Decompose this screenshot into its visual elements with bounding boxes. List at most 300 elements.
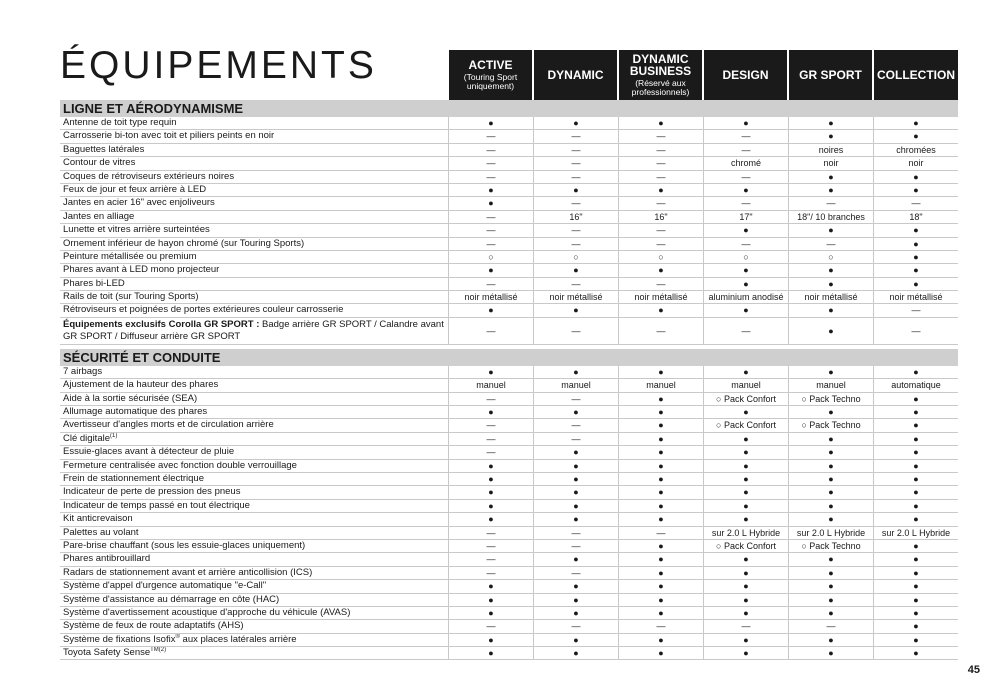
table-row xyxy=(60,157,958,170)
cell-dynamic: ● xyxy=(534,580,619,592)
cell-dynamic-business: ● xyxy=(619,264,704,276)
row-label-text: Jantes en acier 16" avec enjoliveurs xyxy=(63,197,215,209)
cell-design: ● xyxy=(704,553,789,565)
cell-design: chromé xyxy=(704,157,789,169)
cell-design: ● xyxy=(704,486,789,498)
cell-dynamic-business: ● xyxy=(619,486,704,498)
cell-gr-sport: ● xyxy=(789,513,874,525)
cell-dynamic: — xyxy=(534,393,619,405)
column-name: DYNAMIC BUSINESS xyxy=(629,52,692,78)
table-row xyxy=(60,318,958,345)
row-label-text: Frein de stationnement électrique xyxy=(63,472,204,484)
row-label-text: Badge arrière GR SPORT / Calandre avant GR SPORT / Diffuseur arrière GR SPORT xyxy=(63,318,444,342)
cell-collection: noir métallisé xyxy=(889,292,943,303)
cell-design: ● xyxy=(704,647,789,659)
cell-dynamic: — xyxy=(534,527,619,539)
cell-collection: automatique xyxy=(891,380,941,391)
cell-collection: ● xyxy=(913,607,919,618)
cell-dynamic-business: ● xyxy=(619,647,704,659)
cell-collection: ● xyxy=(913,420,919,431)
cell-active: ● xyxy=(449,117,534,129)
table-row xyxy=(60,291,958,304)
row-label-text: Aide à la sortie sécurisée (SEA) xyxy=(63,392,198,404)
table-row xyxy=(60,379,958,392)
cell-collection: — xyxy=(911,325,921,336)
table-row xyxy=(60,567,958,580)
cell-dynamic-business: — xyxy=(619,157,704,169)
table-row xyxy=(60,406,958,419)
row-label xyxy=(60,184,449,196)
cell-dynamic: ● xyxy=(534,513,619,525)
cell-gr-sport: ○ Pack Techno xyxy=(789,393,874,405)
cell-gr-sport: sur 2.0 L Hybride xyxy=(789,527,874,539)
table-row xyxy=(60,393,958,406)
cell-active: ● xyxy=(449,513,534,525)
row-label-text: Palettes au volant xyxy=(63,526,139,538)
cell-gr-sport: noir xyxy=(789,157,874,169)
cell-dynamic: 16" xyxy=(534,211,619,223)
row-label xyxy=(60,304,449,316)
column-header-active xyxy=(449,50,532,100)
cell-gr-sport: ● xyxy=(789,446,874,458)
cell-collection: ● xyxy=(913,514,919,525)
cell-dynamic-business: ● xyxy=(619,184,704,196)
cell-gr-sport: ● xyxy=(789,366,874,378)
cell-active: — xyxy=(449,224,534,236)
cell-design: ○ Pack Confort xyxy=(704,393,789,405)
cell-gr-sport: noir métallisé xyxy=(789,291,874,303)
cell-dynamic-business: ● xyxy=(619,553,704,565)
cell-collection: ● xyxy=(913,251,919,262)
cell-design: ● xyxy=(704,567,789,579)
row-label xyxy=(60,567,449,579)
cell-dynamic: ● xyxy=(534,473,619,485)
cell-active: — xyxy=(449,567,534,579)
cell-gr-sport: ● xyxy=(789,278,874,290)
cell-active: — xyxy=(449,540,534,552)
row-label xyxy=(60,157,449,169)
cell-active: ● xyxy=(449,264,534,276)
row-label-text: 7 airbags xyxy=(63,365,103,377)
cell-active: — xyxy=(449,527,534,539)
cell-dynamic: ● xyxy=(534,553,619,565)
cell-design: ● xyxy=(704,634,789,646)
cell-collection: ● xyxy=(913,171,919,182)
cell-dynamic: ○ xyxy=(534,251,619,263)
cell-dynamic: ● xyxy=(534,486,619,498)
row-label-text: Phares antibrouillard xyxy=(63,553,151,565)
row-label-text: Système d'appel d'urgence automatique "e-Call" xyxy=(63,580,267,592)
row-label-text: Jantes en alliage xyxy=(63,210,135,222)
row-label xyxy=(60,406,449,418)
cell-gr-sport: ● xyxy=(789,433,874,445)
table-row xyxy=(60,433,958,446)
cell-dynamic-business: ● xyxy=(619,366,704,378)
cell-dynamic: ● xyxy=(534,594,619,606)
cell-design: 17" xyxy=(704,211,789,223)
cell-dynamic: — xyxy=(534,318,619,344)
row-label-text: Indicateur de perte de pression des pneus xyxy=(63,486,241,498)
row-label xyxy=(60,446,449,458)
cell-active: manuel xyxy=(449,379,534,391)
cell-dynamic-business: noir métallisé xyxy=(619,291,704,303)
cell-dynamic-business: ● xyxy=(619,567,704,579)
cell-active: ● xyxy=(449,460,534,472)
cell-dynamic-business: — xyxy=(619,144,704,156)
cell-collection: ● xyxy=(913,581,919,592)
row-label xyxy=(60,197,449,209)
cell-collection: noir xyxy=(908,158,924,169)
equipment-tables xyxy=(60,100,958,660)
column-name: DYNAMIC xyxy=(547,68,604,82)
cell-collection: ● xyxy=(913,460,919,471)
cell-dynamic-business: 16" xyxy=(619,211,704,223)
row-label-text: Fermeture centralisée avec fonction double verrouillage xyxy=(63,459,297,471)
cell-collection: ● xyxy=(913,278,919,289)
row-label-text: Phares avant à LED mono projecteur xyxy=(63,264,220,276)
row-label-text: Allumage automatique des phares xyxy=(63,406,208,418)
table-row xyxy=(60,460,958,473)
cell-collection: ● xyxy=(913,225,919,236)
cell-design: ● xyxy=(704,433,789,445)
table-row xyxy=(60,553,958,566)
cell-design: ● xyxy=(704,224,789,236)
footnote-mark: ® xyxy=(175,633,180,640)
row-label-text: Clé digitale xyxy=(63,432,110,444)
cell-dynamic-business: ● xyxy=(619,500,704,512)
row-label xyxy=(60,580,449,592)
cell-dynamic: ● xyxy=(534,607,619,619)
cell-gr-sport: ● xyxy=(789,567,874,579)
footnote-mark: TM(2) xyxy=(150,647,167,653)
cell-design: ● xyxy=(704,580,789,592)
row-label-text: Coques de rétroviseurs extérieurs noires xyxy=(63,170,235,182)
section-header: LIGNE ET AÉRODYNAMISME xyxy=(60,100,958,117)
cell-gr-sport: ○ Pack Techno xyxy=(789,419,874,431)
cell-active: — xyxy=(449,238,534,250)
row-label xyxy=(60,647,449,659)
cell-design: manuel xyxy=(704,379,789,391)
column-subtitle: (Touring Sport uniquement) xyxy=(463,72,518,91)
table-row xyxy=(60,513,958,526)
cell-collection: ● xyxy=(913,393,919,404)
row-label xyxy=(60,594,449,606)
cell-dynamic-business: — xyxy=(619,527,704,539)
row-label xyxy=(60,144,449,156)
cell-active: ● xyxy=(449,366,534,378)
cell-gr-sport: ● xyxy=(789,318,874,344)
cell-active: — xyxy=(449,144,534,156)
row-label xyxy=(60,393,449,405)
cell-dynamic: ● xyxy=(534,264,619,276)
row-label xyxy=(60,291,449,303)
cell-collection: — xyxy=(911,305,921,316)
table-row xyxy=(60,607,958,620)
row-label-text: Système de fixations Isofix xyxy=(63,633,176,645)
page-title: ÉQUIPEMENTS xyxy=(60,44,377,87)
row-label xyxy=(60,130,449,142)
cell-dynamic: ● xyxy=(534,304,619,316)
cell-dynamic: — xyxy=(534,278,619,290)
cell-gr-sport: 18"/ 10 branches xyxy=(789,211,874,223)
table-row xyxy=(60,540,958,553)
row-label-text: Phares bi-LED xyxy=(63,277,125,289)
table-row xyxy=(60,197,958,210)
table-row xyxy=(60,278,958,291)
row-label-text: Carrosserie bi-ton avec toit et piliers peints en noir xyxy=(63,130,275,142)
cell-active: — xyxy=(449,620,534,632)
row-label xyxy=(60,433,449,445)
cell-collection: sur 2.0 L Hybride xyxy=(881,527,951,538)
cell-gr-sport: ● xyxy=(789,473,874,485)
table-row xyxy=(60,144,958,157)
cell-dynamic-business: ● xyxy=(619,513,704,525)
cell-dynamic-business: ● xyxy=(619,406,704,418)
cell-active: — xyxy=(449,393,534,405)
column-name: ACTIVE xyxy=(468,58,513,72)
column-header-dynamic xyxy=(534,50,617,100)
table-row xyxy=(60,446,958,459)
cell-gr-sport: ● xyxy=(789,224,874,236)
row-label-text: Pare-brise chauffant (sous les essuie-glaces uniquement) xyxy=(63,539,306,551)
cell-design: aluminium anodisé xyxy=(704,291,789,303)
row-label xyxy=(60,620,449,632)
cell-active: ● xyxy=(449,500,534,512)
cell-gr-sport: — xyxy=(789,197,874,209)
cell-active: ● xyxy=(449,473,534,485)
table-row xyxy=(60,224,958,237)
cell-collection: ● xyxy=(913,238,919,249)
cell-design: ● xyxy=(704,304,789,316)
row-label-text: Feux de jour et feux arrière à LED xyxy=(63,183,207,195)
cell-dynamic-business: — xyxy=(619,130,704,142)
cell-collection: ● xyxy=(913,500,919,511)
cell-gr-sport: ● xyxy=(789,580,874,592)
cell-active: — xyxy=(449,318,534,344)
section-header: SÉCURITÉ ET CONDUITE xyxy=(60,349,958,366)
cell-collection: ● xyxy=(913,433,919,444)
cell-dynamic-business: — xyxy=(619,197,704,209)
cell-gr-sport: ○ Pack Techno xyxy=(789,540,874,552)
row-label-text: Contour de vitres xyxy=(63,157,136,169)
cell-collection: ● xyxy=(913,621,919,632)
row-label xyxy=(60,171,449,183)
cell-active: ● xyxy=(449,634,534,646)
table-row xyxy=(60,366,958,379)
row-label xyxy=(60,634,449,646)
cell-gr-sport: — xyxy=(789,238,874,250)
cell-gr-sport: ● xyxy=(789,117,874,129)
cell-dynamic-business: — xyxy=(619,171,704,183)
cell-collection: ● xyxy=(913,487,919,498)
cell-gr-sport: ● xyxy=(789,130,874,142)
cell-design: ○ Pack Confort xyxy=(704,419,789,431)
cell-design: ● xyxy=(704,264,789,276)
cell-design: — xyxy=(704,197,789,209)
cell-collection: ● xyxy=(913,554,919,565)
cell-dynamic: manuel xyxy=(534,379,619,391)
cell-collection: ● xyxy=(913,648,919,659)
cell-design: ● xyxy=(704,446,789,458)
table-row xyxy=(60,580,958,593)
cell-dynamic-business: ● xyxy=(619,117,704,129)
row-label-bold: Équipements exclusifs Corolla GR SPORT : xyxy=(63,318,260,330)
cell-active: — xyxy=(449,130,534,142)
footnote-mark: (1) xyxy=(110,432,118,439)
cell-design: ○ xyxy=(704,251,789,263)
column-header-dynamic-business xyxy=(619,50,702,100)
cell-active: — xyxy=(449,553,534,565)
cell-gr-sport: — xyxy=(789,620,874,632)
cell-dynamic-business: ● xyxy=(619,594,704,606)
table-row xyxy=(60,211,958,224)
cell-dynamic: — xyxy=(534,419,619,431)
row-label-text: Rétroviseurs et poignées de portes extérieures couleur carrosserie xyxy=(63,304,344,316)
row-label xyxy=(60,318,449,344)
cell-dynamic: ● xyxy=(534,366,619,378)
cell-gr-sport: ● xyxy=(789,486,874,498)
table-row xyxy=(60,594,958,607)
cell-gr-sport: ○ xyxy=(789,251,874,263)
cell-active: ● xyxy=(449,594,534,606)
cell-gr-sport: ● xyxy=(789,607,874,619)
cell-design: — xyxy=(704,144,789,156)
cell-gr-sport: noires xyxy=(789,144,874,156)
page-number: 45 xyxy=(967,664,980,676)
cell-gr-sport: ● xyxy=(789,184,874,196)
table-row xyxy=(60,419,958,432)
cell-active: ● xyxy=(449,486,534,498)
table-row xyxy=(60,473,958,486)
cell-design: ● xyxy=(704,460,789,472)
cell-design: ● xyxy=(704,473,789,485)
table-row xyxy=(60,527,958,540)
cell-dynamic-business: ● xyxy=(619,419,704,431)
cell-collection: ● xyxy=(913,407,919,418)
cell-dynamic-business: — xyxy=(619,278,704,290)
cell-collection: ● xyxy=(913,118,919,128)
cell-collection: ● xyxy=(913,184,919,195)
cell-design: ● xyxy=(704,607,789,619)
row-label xyxy=(60,513,449,525)
column-header-collection xyxy=(874,50,958,100)
cell-active: ● xyxy=(449,580,534,592)
cell-design: ● xyxy=(704,366,789,378)
cell-gr-sport: ● xyxy=(789,553,874,565)
row-label-text: Toyota Safety Sense xyxy=(63,647,151,659)
row-label xyxy=(60,460,449,472)
cell-collection: ● xyxy=(913,366,919,377)
cell-collection: ● xyxy=(913,131,919,142)
row-label-text-after: aux places latérales arrière xyxy=(179,633,297,645)
cell-active: ● xyxy=(449,184,534,196)
cell-dynamic-business: ● xyxy=(619,433,704,445)
cell-design: ● xyxy=(704,278,789,290)
cell-design: — xyxy=(704,130,789,142)
cell-dynamic: ● xyxy=(534,406,619,418)
column-name: COLLECTION xyxy=(877,68,955,82)
row-label xyxy=(60,540,449,552)
cell-active: noir métallisé xyxy=(449,291,534,303)
cell-dynamic: ● xyxy=(534,446,619,458)
cell-dynamic: — xyxy=(534,620,619,632)
cell-dynamic-business: — xyxy=(619,318,704,344)
cell-collection: ● xyxy=(913,540,919,551)
cell-dynamic-business: ● xyxy=(619,580,704,592)
row-label xyxy=(60,264,449,276)
table-row xyxy=(60,117,958,130)
row-label-text: Indicateur de temps passé en tout électrique xyxy=(63,499,250,511)
cell-dynamic-business: ○ xyxy=(619,251,704,263)
row-label-text: Radars de stationnement avant et arrière anticollision (ICS) xyxy=(63,566,313,578)
row-label-text: Système d'avertissement acoustique d'approche du véhicule (AVAS) xyxy=(63,606,351,618)
row-label-text: Peinture métallisée ou premium xyxy=(63,250,197,262)
row-label-text: Avertisseur d'angles morts et de circulation arrière xyxy=(63,419,274,431)
row-label xyxy=(60,419,449,431)
cell-dynamic-business: ● xyxy=(619,607,704,619)
table-row xyxy=(60,171,958,184)
row-label-text: Lunette et vitres arrière surteintées xyxy=(63,224,210,236)
cell-active: ● xyxy=(449,304,534,316)
table-row xyxy=(60,238,958,251)
cell-active: ● xyxy=(449,607,534,619)
cell-gr-sport: manuel xyxy=(789,379,874,391)
cell-active: — xyxy=(449,171,534,183)
cell-dynamic: ● xyxy=(534,634,619,646)
cell-active: ● xyxy=(449,647,534,659)
cell-collection: — xyxy=(911,198,921,209)
cell-collection: ● xyxy=(913,567,919,578)
table-row xyxy=(60,184,958,197)
table-row xyxy=(60,130,958,143)
cell-collection: chromées xyxy=(896,144,936,155)
cell-design: ● xyxy=(704,406,789,418)
cell-gr-sport: ● xyxy=(789,500,874,512)
column-header-design xyxy=(704,50,787,100)
cell-design: ● xyxy=(704,513,789,525)
cell-design: ● xyxy=(704,117,789,129)
cell-collection: ● xyxy=(913,594,919,605)
row-label xyxy=(60,379,449,391)
cell-design: ● xyxy=(704,500,789,512)
column-name: GR SPORT xyxy=(799,68,862,82)
cell-dynamic-business: ● xyxy=(619,393,704,405)
table-row xyxy=(60,304,958,317)
cell-dynamic: — xyxy=(534,238,619,250)
cell-gr-sport: ● xyxy=(789,647,874,659)
table-row xyxy=(60,620,958,633)
cell-dynamic-business: manuel xyxy=(619,379,704,391)
row-label xyxy=(60,553,449,565)
cell-dynamic-business: — xyxy=(619,620,704,632)
cell-active: ○ xyxy=(449,251,534,263)
table-row xyxy=(60,647,958,660)
cell-active: — xyxy=(449,211,534,223)
cell-dynamic-business: ● xyxy=(619,304,704,316)
cell-active: — xyxy=(449,419,534,431)
cell-dynamic-business: ● xyxy=(619,446,704,458)
cell-gr-sport: ● xyxy=(789,594,874,606)
row-label xyxy=(60,211,449,223)
cell-design: — xyxy=(704,171,789,183)
row-label-text: Ornement inférieur de hayon chromé (sur Touring Sports) xyxy=(63,237,305,249)
cell-collection: ● xyxy=(913,447,919,458)
table-row xyxy=(60,251,958,264)
row-label-text: Essuie-glaces avant à détecteur de pluie xyxy=(63,446,235,458)
row-label xyxy=(60,366,449,378)
row-label-text: Système d'assistance au démarrage en côte (HAC) xyxy=(63,593,280,605)
row-label xyxy=(60,251,449,263)
